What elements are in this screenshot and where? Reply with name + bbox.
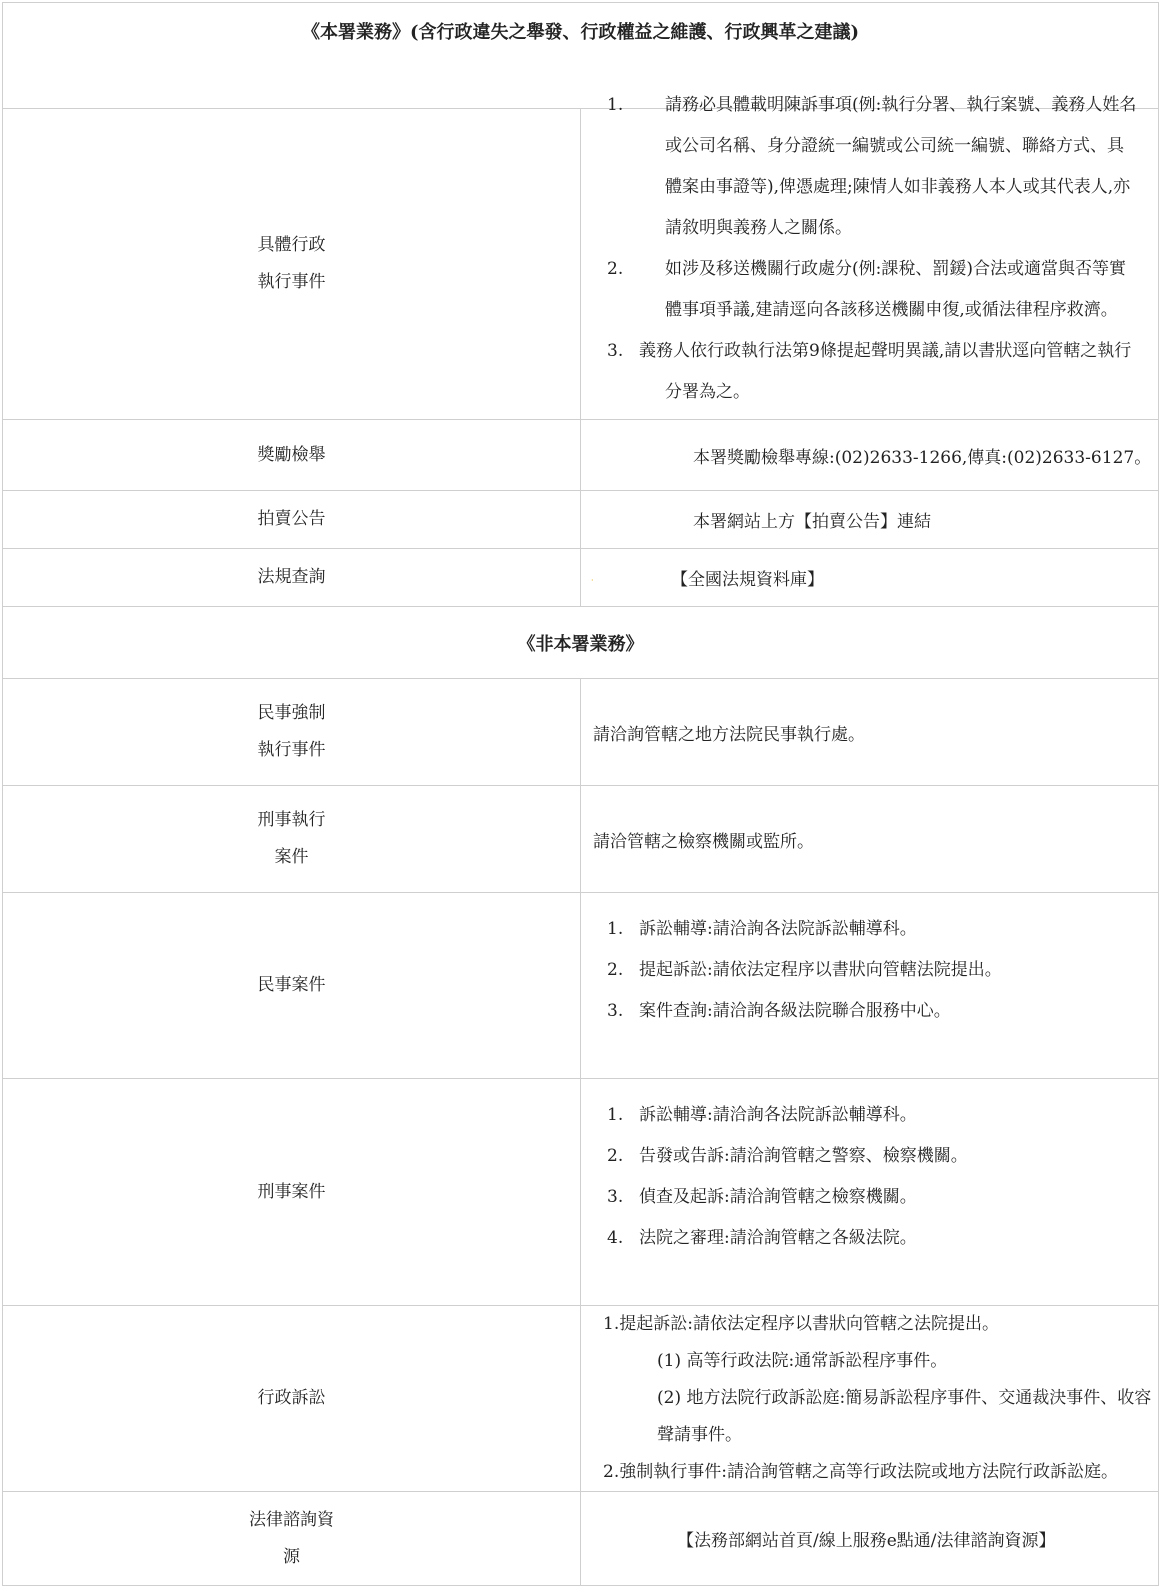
label-line: 法律諮詢資 [249,1509,334,1530]
item-text: 義務人依行政執行法第9條提起聲明異議,請以書狀逕向管轄之執行分署為之。 [639,341,1132,402]
item-text: 提起訴訟:請依法定程序以書狀向管轄法院提出。 [639,960,1002,980]
row-criminal-exec [3,786,1159,893]
item-text: 偵查及起訴:請洽詢管轄之檢察機關。 [639,1187,917,1207]
row-label-civil-case: 民事案件 [3,893,581,1079]
row-civil-exec [3,679,1159,786]
list-item [607,991,1158,1032]
row-content-criminal-case [581,1079,1159,1306]
litigation-subline: (1) 高等行政法院:通常訴訟程序事件。 [657,1351,948,1371]
bullet-dot: · [591,576,594,585]
row-civil-case [3,893,1159,1079]
item-number: 3. [607,1001,624,1021]
list-item [607,950,1158,991]
reward-hotline-text: 本署獎勵檢舉專線:(02)2633-1266,傳真:(02)2633-6127。 [693,447,1152,468]
label-line: 刑事執行 [257,810,326,830]
list-item [607,249,1158,331]
item-number: 2. [607,960,624,980]
label-line: 案件 [274,847,309,867]
row-content-legal-consult [581,1492,1159,1586]
row-content-civil-case [581,893,1159,1079]
row-content-reward [581,420,1159,491]
label-line: 執行事件 [257,740,326,760]
list-item [607,331,1158,413]
item-number: 1. [607,95,624,115]
litigation-line: 1.提起訴訟:請依法定程序以書狀向管轄之法院提出。 [603,1314,999,1334]
row-admin-litigation [3,1306,1159,1492]
label-line: 源 [283,1546,300,1567]
row-label-admin-exec [3,109,581,420]
row-content-auction [581,491,1159,549]
list-item [607,1177,1158,1218]
row-label-criminal-exec [3,786,581,893]
label-line: 民事強制 [257,703,326,723]
row-label-criminal-case: 刑事案件 [3,1079,581,1306]
list-item [607,909,1158,950]
row-content-admin-litigation [581,1306,1159,1492]
row-label-law-query: 法規查詢 [3,549,581,607]
item-text: 案件查詢:請洽詢各級法院聯合服務中心。 [639,1001,951,1021]
row-admin-exec [3,109,1159,420]
litigation-subline: (2) 地方法院行政訴訟庭:簡易訴訟程序事件、交通裁決事件、收容聲請事件。 [657,1388,1152,1445]
item-text: 訴訟輔導:請洽詢各法院訴訟輔導科。 [639,1105,917,1125]
item-text: 如涉及移送機關行政處分(例:課稅、罰鍰)合法或適當與否等實體事項爭議,建請逕向各該移送機關申復,或循法律程序救濟。 [665,259,1126,320]
list-item [607,1136,1158,1177]
service-table [2,2,1159,1586]
row-content-law-query [581,549,1159,607]
row-auction [3,491,1159,549]
item-text: 告發或告訴:請洽詢管轄之警察、檢察機關。 [639,1146,968,1166]
list-item [607,85,1158,249]
row-label-auction: 拍賣公告 [3,491,581,549]
item-text: 訴訟輔導:請洽詢各法院訴訟輔導科。 [639,919,917,939]
section-header-non-agency: 《非本署業務》 [3,607,1159,679]
row-reward [3,420,1159,491]
law-database-link[interactable]: 【全國法規資料庫】 [679,570,825,590]
criminal-exec-text: 請洽管轄之檢察機關或監所。 [593,831,814,852]
row-label-admin-litigation: 行政訴訟 [3,1306,581,1492]
list-item [607,1095,1158,1136]
item-number: 1. [607,919,624,939]
row-content-criminal-exec [581,786,1159,893]
row-legal-consult [3,1492,1159,1586]
item-number: 2. [607,1146,624,1166]
item-text: 法院之審理:請洽詢管轄之各級法院。 [639,1228,917,1248]
row-label-legal-consult [3,1492,581,1586]
item-number: 3. [607,1187,624,1207]
item-number: 1. [607,1105,624,1125]
litigation-line: 2.強制執行事件:請洽詢管轄之高等行政法院或地方法院行政訴訟庭。 [603,1462,1118,1482]
row-criminal-case [3,1079,1159,1306]
auction-link[interactable]: 本署網站上方【拍賣公告】連結 [693,512,931,532]
item-text: 請務必具體載明陳訴事項(例:執行分署、執行案號、義務人姓名或公司名稱、身分證統一編號或公司統一編號、聯絡方式、具體案由事證等),俾憑處理;陳情人如非義務人本人或其代表人,亦請敘明與義務人之關係。 [665,95,1137,238]
item-number: 4. [607,1228,624,1248]
civil-exec-text: 請洽詢管轄之地方法院民事執行處。 [593,724,865,745]
label-line: 執行事件 [257,272,326,292]
item-number: 3. [607,341,624,361]
section-header-agency-text: 《本署業務》(含行政違失之舉發、行政權益之維護、行政興革之建議) [301,21,860,43]
row-label-civil-exec [3,679,581,786]
item-number: 2. [607,259,624,279]
legal-consult-link[interactable]: 【法務部網站首頁/線上服務e點通/法律諮詢資源】 [677,1531,1056,1551]
row-label-reward: 獎勵檢舉 [3,420,581,491]
list-item [607,1218,1158,1259]
row-law-query [3,549,1159,607]
label-line: 具體行政 [257,235,326,255]
row-content-admin-exec [581,95,1159,420]
row-content-civil-exec [581,679,1159,786]
